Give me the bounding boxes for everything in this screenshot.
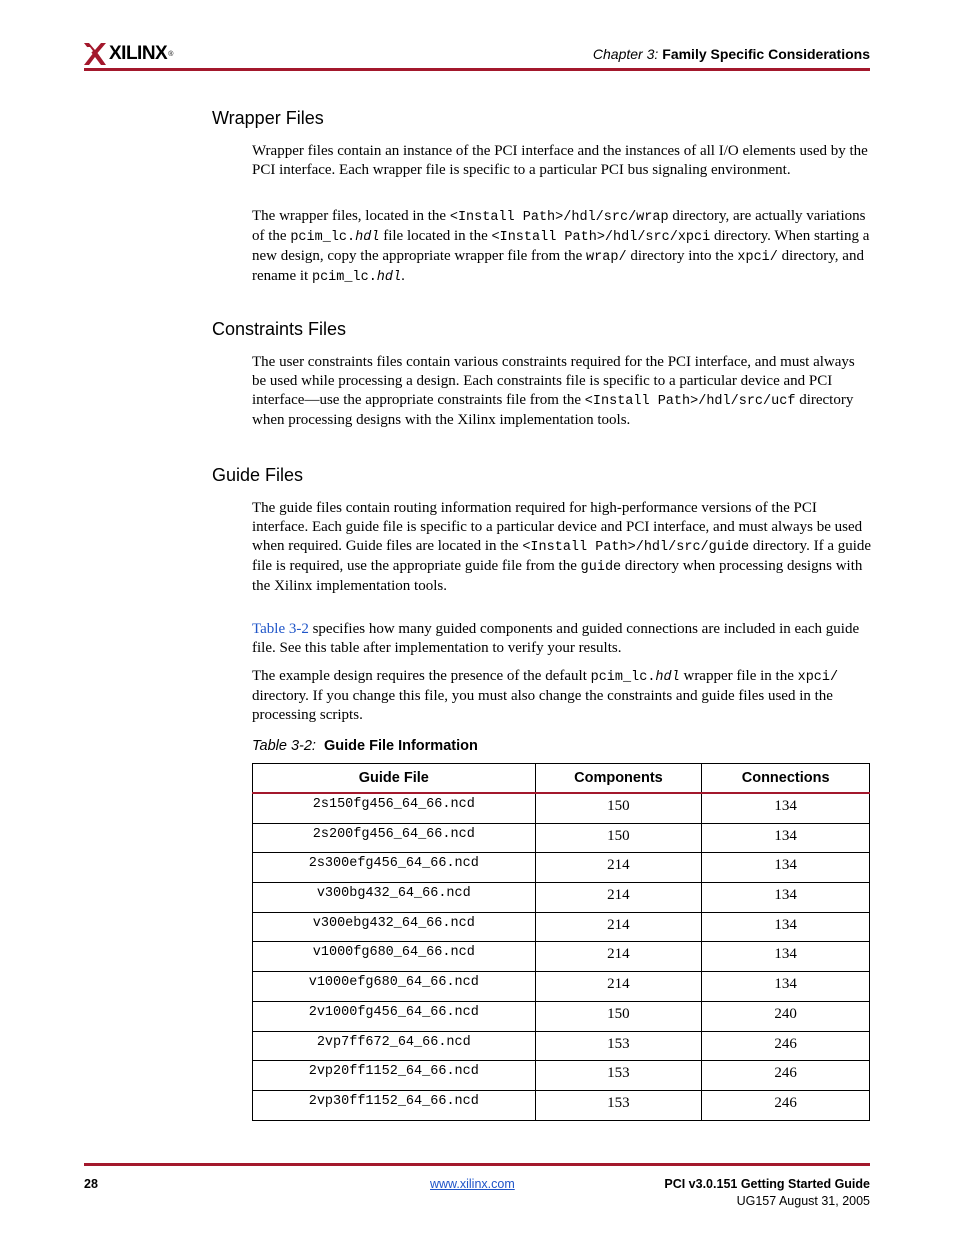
heading-wrapper-files: Wrapper Files [212, 108, 324, 128]
table-row [253, 1001, 870, 1031]
logo-text: XILINX [109, 43, 168, 64]
table-caption-number: Table 3-2: [252, 738, 316, 754]
cell-guide-file: v1000fg680_64_66.ncd [253, 942, 536, 972]
cell-components: 214 [535, 883, 702, 913]
header-rule [84, 68, 870, 71]
table-row [253, 823, 870, 853]
cell-guide-file: 2s150fg456_64_66.ncd [253, 793, 536, 823]
wrapper-paragraph-2: The wrapper files, located in the <Install Path>/hdl/src/wrap directory, are actually variations of the pcim_lc.hdl file located in the <Install Path>/hdl/src/xpci directory. When starting a new design, copy the appropriate wrapper file from the wrap/ directory into the xpci/ directory, and rename it pcim_lc.hdl. [252, 208, 870, 285]
cell-guide-file: 2s300efg456_64_66.ncd [253, 853, 536, 883]
code-dir: wrap/ [586, 250, 627, 265]
table-row [253, 853, 870, 883]
cell-components: 153 [535, 1090, 702, 1120]
wrapper-paragraph-1: Wrapper files contain an instance of the PCI interface and the instances of all I/O elements used by the PCI interface. Each wrapper file is specific to a particular PCI bus signaling environment. [252, 143, 868, 178]
cell-connections: 134 [702, 912, 870, 942]
cell-guide-file: 2v1000fg456_64_66.ncd [253, 1001, 536, 1031]
cell-guide-file: 2s200fg456_64_66.ncd [253, 823, 536, 853]
footer-url-link[interactable]: www.xilinx.com [430, 1177, 515, 1191]
cell-components: 153 [535, 1031, 702, 1061]
guide-file-table [252, 763, 870, 1121]
table-row [253, 1061, 870, 1091]
page-number: 28 [84, 1177, 98, 1191]
heading-guide-files: Guide Files [212, 465, 304, 485]
cell-components: 150 [535, 793, 702, 823]
cell-guide-file: v300ebg432_64_66.ncd [253, 912, 536, 942]
cell-components: 214 [535, 942, 702, 972]
table-caption-title: Guide File Information [323, 738, 478, 754]
cell-components: 214 [535, 853, 702, 883]
cell-connections: 240 [702, 1001, 870, 1031]
cell-guide-file: 2vp20ff1152_64_66.ncd [253, 1061, 536, 1091]
table-caption [252, 738, 478, 754]
cell-connections: 134 [702, 823, 870, 853]
cell-connections: 246 [702, 1061, 870, 1091]
code-dir: guide [580, 560, 622, 575]
xilinx-logo [84, 40, 173, 68]
cell-connections: 134 [702, 942, 870, 972]
table-row [253, 942, 870, 972]
table-row [253, 1090, 870, 1120]
code-dir: xpci/ [737, 250, 778, 265]
cell-guide-file: 2vp7ff672_64_66.ncd [253, 1031, 536, 1061]
footer-doc-title: PCI v3.0.151 Getting Started Guide [664, 1177, 870, 1191]
guide-paragraph-3: The example design requires the presence of the default pcim_lc.hdl wrapper file in the xpci/ directory. If you change this file, you must also change the constraints and guide files used in the processing scripts. [252, 668, 839, 723]
table-row [253, 1031, 870, 1061]
running-header [593, 46, 870, 62]
cell-connections: 134 [702, 793, 870, 823]
cell-connections: 134 [702, 883, 870, 913]
cell-guide-file: v1000efg680_64_66.ncd [253, 972, 536, 1002]
code-filename: pcim_lc.hdl [311, 270, 402, 285]
table-header-row [253, 764, 870, 794]
code-path: <Install Path>/hdl/src/guide [522, 540, 750, 555]
heading-constraints-files: Constraints Files [212, 319, 347, 339]
xilinx-x-icon [84, 43, 106, 65]
cell-connections: 246 [702, 1090, 870, 1120]
constraints-paragraph-1: The user constraints files contain various constraints required for the PCI interface, and must always be used while processing a design. Each constraints file is specific to a particular device and PCI interface—use the appropriate constraints file from the <Install Path>/hdl/src/ucf directory when processing designs with the Xilinx implementation tools. [252, 354, 855, 428]
code-path: <Install Path>/hdl/src/xpci [491, 230, 711, 245]
code-path: <Install Path>/hdl/src/wrap [449, 210, 669, 225]
cell-components: 214 [535, 972, 702, 1002]
chapter-label: Chapter 3: [592, 46, 659, 62]
code-path: <Install Path>/hdl/src/ucf [584, 394, 796, 409]
cell-components: 214 [535, 912, 702, 942]
cell-guide-file: v300bg432_64_66.ncd [253, 883, 536, 913]
column-header-components: Components [535, 764, 702, 794]
table-row [253, 883, 870, 913]
guide-paragraph-2: Table 3-2 specifies how many guided components and guided connections are included in each guide file. See this table after implementation to verify your results. [252, 621, 860, 656]
column-header-connections: Connections [702, 764, 870, 794]
table-row [253, 912, 870, 942]
cell-components: 153 [535, 1061, 702, 1091]
footer-doc-id-date: UG157 August 31, 2005 [736, 1194, 870, 1208]
table-3-2-link[interactable]: Table 3-2 [252, 621, 309, 637]
table-row [253, 972, 870, 1002]
cell-connections: 246 [702, 1031, 870, 1061]
chapter-title: Family Specific Considerations [662, 46, 870, 62]
cell-connections: 134 [702, 853, 870, 883]
cell-connections: 134 [702, 972, 870, 1002]
footer-rule [84, 1163, 870, 1166]
logo-registered-mark: ® [168, 50, 174, 58]
code-filename: pcim_lc.hdl [590, 670, 680, 685]
table-row [253, 793, 870, 823]
code-filename: pcim_lc.hdl [290, 230, 380, 245]
code-dir: xpci/ [797, 670, 839, 685]
cell-components: 150 [535, 1001, 702, 1031]
column-header-guide-file: Guide File [253, 764, 536, 794]
cell-guide-file: 2vp30ff1152_64_66.ncd [253, 1090, 536, 1120]
guide-paragraph-1: The guide files contain routing information required for high-performance versions of the PCI interface. Each guide file is specific to a particular device and PCI interface, and must always be used when required. Guide files are located in the <Install Path>/hdl/src/guide directory. If a guide file is required, use the appropriate guide file from the guide directory when processing designs with the Xilinx implementation tools. [252, 500, 872, 594]
cell-components: 150 [535, 823, 702, 853]
